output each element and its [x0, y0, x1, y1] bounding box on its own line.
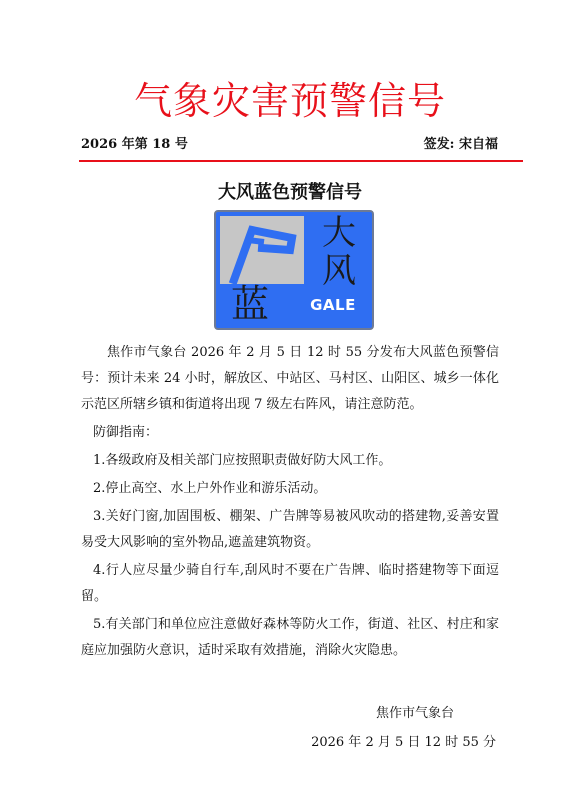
guide-item: 3.关好门窗,加固围板、棚架、广告牌等易被风吹动的搭建物,妥善安置易受大风影响的室外物品,遮盖建筑物资。	[81, 509, 499, 550]
guide-item: 2.停止高空、水上户外作业和游乐活动。	[93, 481, 327, 496]
warning-signal-badge	[214, 210, 374, 330]
issue-number: 2026 年第 18 号	[81, 137, 188, 152]
badge-type-english: GALE	[310, 296, 356, 314]
badge-type-char-2: 风	[322, 251, 356, 291]
guide-heading: 防御指南：	[93, 425, 159, 440]
wind-flag-icon	[220, 216, 304, 284]
guide-item: 1.各级政府及相关部门应按照职责做好防大风工作。	[93, 453, 392, 468]
warning-body	[81, 340, 499, 666]
intro-paragraph: 焦作市气象台 2026 年 2 月 5 日 12 时 55 分发布大风蓝色预警信号：预计未来 24 小时，解放区、中站区、马村区、山阳区、城乡一体化示范区所辖乡镇和街道将出现 7 级左右阵风，请注意防范。	[81, 345, 499, 412]
badge-level-char: 蓝	[230, 282, 269, 326]
guide-item: 4.行人应尽量少骑自行车,刮风时不要在广告牌、临时搭建物等下面逗留。	[81, 563, 499, 604]
document-title: 大风蓝色预警信号	[218, 182, 362, 203]
guide-item: 5.有关部门和单位应注意做好森林等防火工作，街道、社区、村庄和家庭应加强防火意识，适时采取有效措施，消除火灾隐患。	[81, 617, 499, 658]
warning-header-title: 气象灾害预警信号	[133, 79, 446, 123]
signature-datetime: 2026 年 2 月 5 日 12 时 55 分	[311, 735, 496, 750]
signer: 签发: 宋自福	[423, 137, 498, 152]
signature-organization: 焦作市气象台	[375, 706, 454, 721]
badge-icon-panel	[220, 216, 304, 284]
header-divider	[79, 160, 523, 162]
issue-meta-row	[81, 135, 498, 155]
badge-type-char-1: 大	[322, 213, 356, 253]
